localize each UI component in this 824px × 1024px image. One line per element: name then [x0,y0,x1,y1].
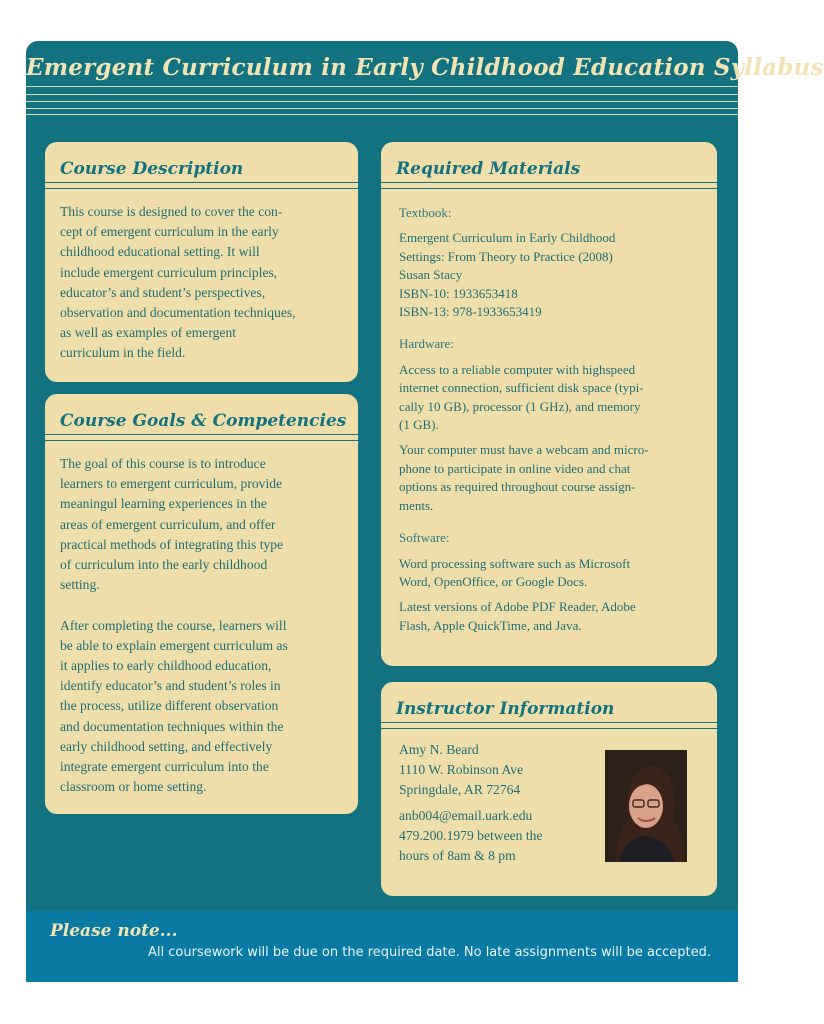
text-line: Emergent Curriculum in Early Childhood [399,230,616,246]
spacer [399,515,714,529]
text-line: Settings: From Theory to Practice (2008) [399,248,613,264]
heading-rule [381,728,717,729]
text-line: as well as examples of emergent [60,325,237,341]
text-line: options as required throughout course assign- [399,479,636,495]
heading-rule [45,182,358,183]
text-line: setting. [60,577,100,593]
text-line: After completing the course, learners will [60,617,287,633]
text-line: early childhood setting, and effectively [60,738,273,754]
title-rule [26,86,738,87]
paragraph-gap [60,595,355,615]
required-materials-panel [381,142,717,666]
instructor-city: Springdale, AR 72764 [399,782,521,798]
textbook-label: Textbook: [399,205,452,220]
text-line: Latest versions of Adobe PDF Reader, Adobe [399,599,636,615]
text-line: educator’s and student’s perspectives, [60,284,266,300]
text-line: internet connection, sufficient disk space (typi- [399,380,644,396]
please-note-footer [26,911,738,982]
instructor-name: Amy N. Beard [399,742,479,757]
heading-rule [45,188,358,189]
text-line: and documentation techniques within the [60,718,284,734]
text-line: Susan Stacy [399,267,463,283]
text-line: ISBN-13: 978-1933653419 [399,304,542,320]
title-rule [26,114,738,115]
text-line: The goal of this course is to introduce [60,456,266,471]
text-line: identify educator’s and student’s roles in [60,678,281,694]
instructor-email: anb004@email.uark.edu [399,807,533,823]
text-line: it applies to early childhood education, [60,658,272,674]
title-rule [26,94,738,95]
page-title: Emergent Curriculum in Early Childhood Education Syllabus [26,54,824,81]
text-line: This course is designed to cover the con- [60,204,283,219]
text-line: areas of emergent curriculum, and offer [60,516,276,532]
text-line: childhood educational setting. It will [60,244,260,260]
text-line: of curriculum into the early childhood [60,557,268,573]
text-line: Word processing software such as Microsoft [399,555,631,571]
hardware-label: Hardware: [399,336,454,352]
heading-rule [381,182,717,183]
text-line: integrate emergent curriculum into the [60,759,269,775]
course-goals-text [60,454,355,797]
text-line: cally 10 GB), processor (1 GHz), and memory [399,398,641,414]
text-line: phone to participate in online video and chat [399,460,631,476]
text-line: learners to emergent curriculum, provide [60,476,283,492]
spacer [399,591,714,598]
software-label: Software: [399,530,450,546]
heading-rule [45,434,358,435]
instructor-hours: hours of 8am & 8 pm [399,848,516,864]
heading-rule [381,722,717,723]
instructor-phone: 479.200.1979 between the [399,827,543,843]
instructor-panel [381,682,717,896]
course-goals-heading: Course Goals & Competencies [60,411,347,431]
text-line: include emergent curriculum principles, [60,264,278,280]
course-description-text [60,202,355,364]
text-line: observation and documentation techniques, [60,305,296,321]
text-line: practical methods of integrating this type [60,536,284,552]
portrait-image [605,750,687,862]
please-note-text: All coursework will be due on the required date. No late assignments will be accepted. [148,945,711,960]
text-line: be able to explain emergent curriculum as [60,637,288,653]
text-line: ISBN-10: 1933653418 [399,285,518,301]
spacer [399,354,714,361]
instructor-heading: Instructor Information [396,699,615,719]
course-goals-panel [45,394,358,814]
heading-rule [381,188,717,189]
syllabus-sheet [26,41,824,982]
spacer [399,548,714,555]
text-line: classroom or home setting. [60,779,207,795]
instructor-contact [399,740,599,866]
text-line: Word, OpenOffice, or Google Docs. [399,573,588,589]
title-rule [26,108,738,109]
course-description-heading: Course Description [60,159,244,179]
required-materials-text [399,204,714,635]
spacer [399,434,714,441]
text-line: curriculum in the field. [60,345,186,361]
text-line: cept of emergent curriculum in the early [60,224,279,240]
course-description-panel [45,142,358,382]
text-line: ments. [399,497,434,513]
heading-rule [45,440,358,441]
text-line: (1 GB). [399,417,439,433]
title-rule [26,101,738,102]
text-line: Flash, Apple QuickTime, and Java. [399,617,582,633]
spacer [399,222,714,229]
text-line: Access to a reliable computer with highspeed [399,361,636,377]
instructor-street: 1110 W. Robinson Ave [399,762,524,778]
required-materials-heading: Required Materials [396,159,581,179]
text-line: meaningul learning experiences in the [60,496,267,512]
text-line: the process, utilize different observation [60,698,279,714]
instructor-photo [605,750,687,862]
spacer [399,321,714,335]
please-note-heading: Please note... [50,921,178,941]
text-line: Your computer must have a webcam and micro- [399,442,649,458]
